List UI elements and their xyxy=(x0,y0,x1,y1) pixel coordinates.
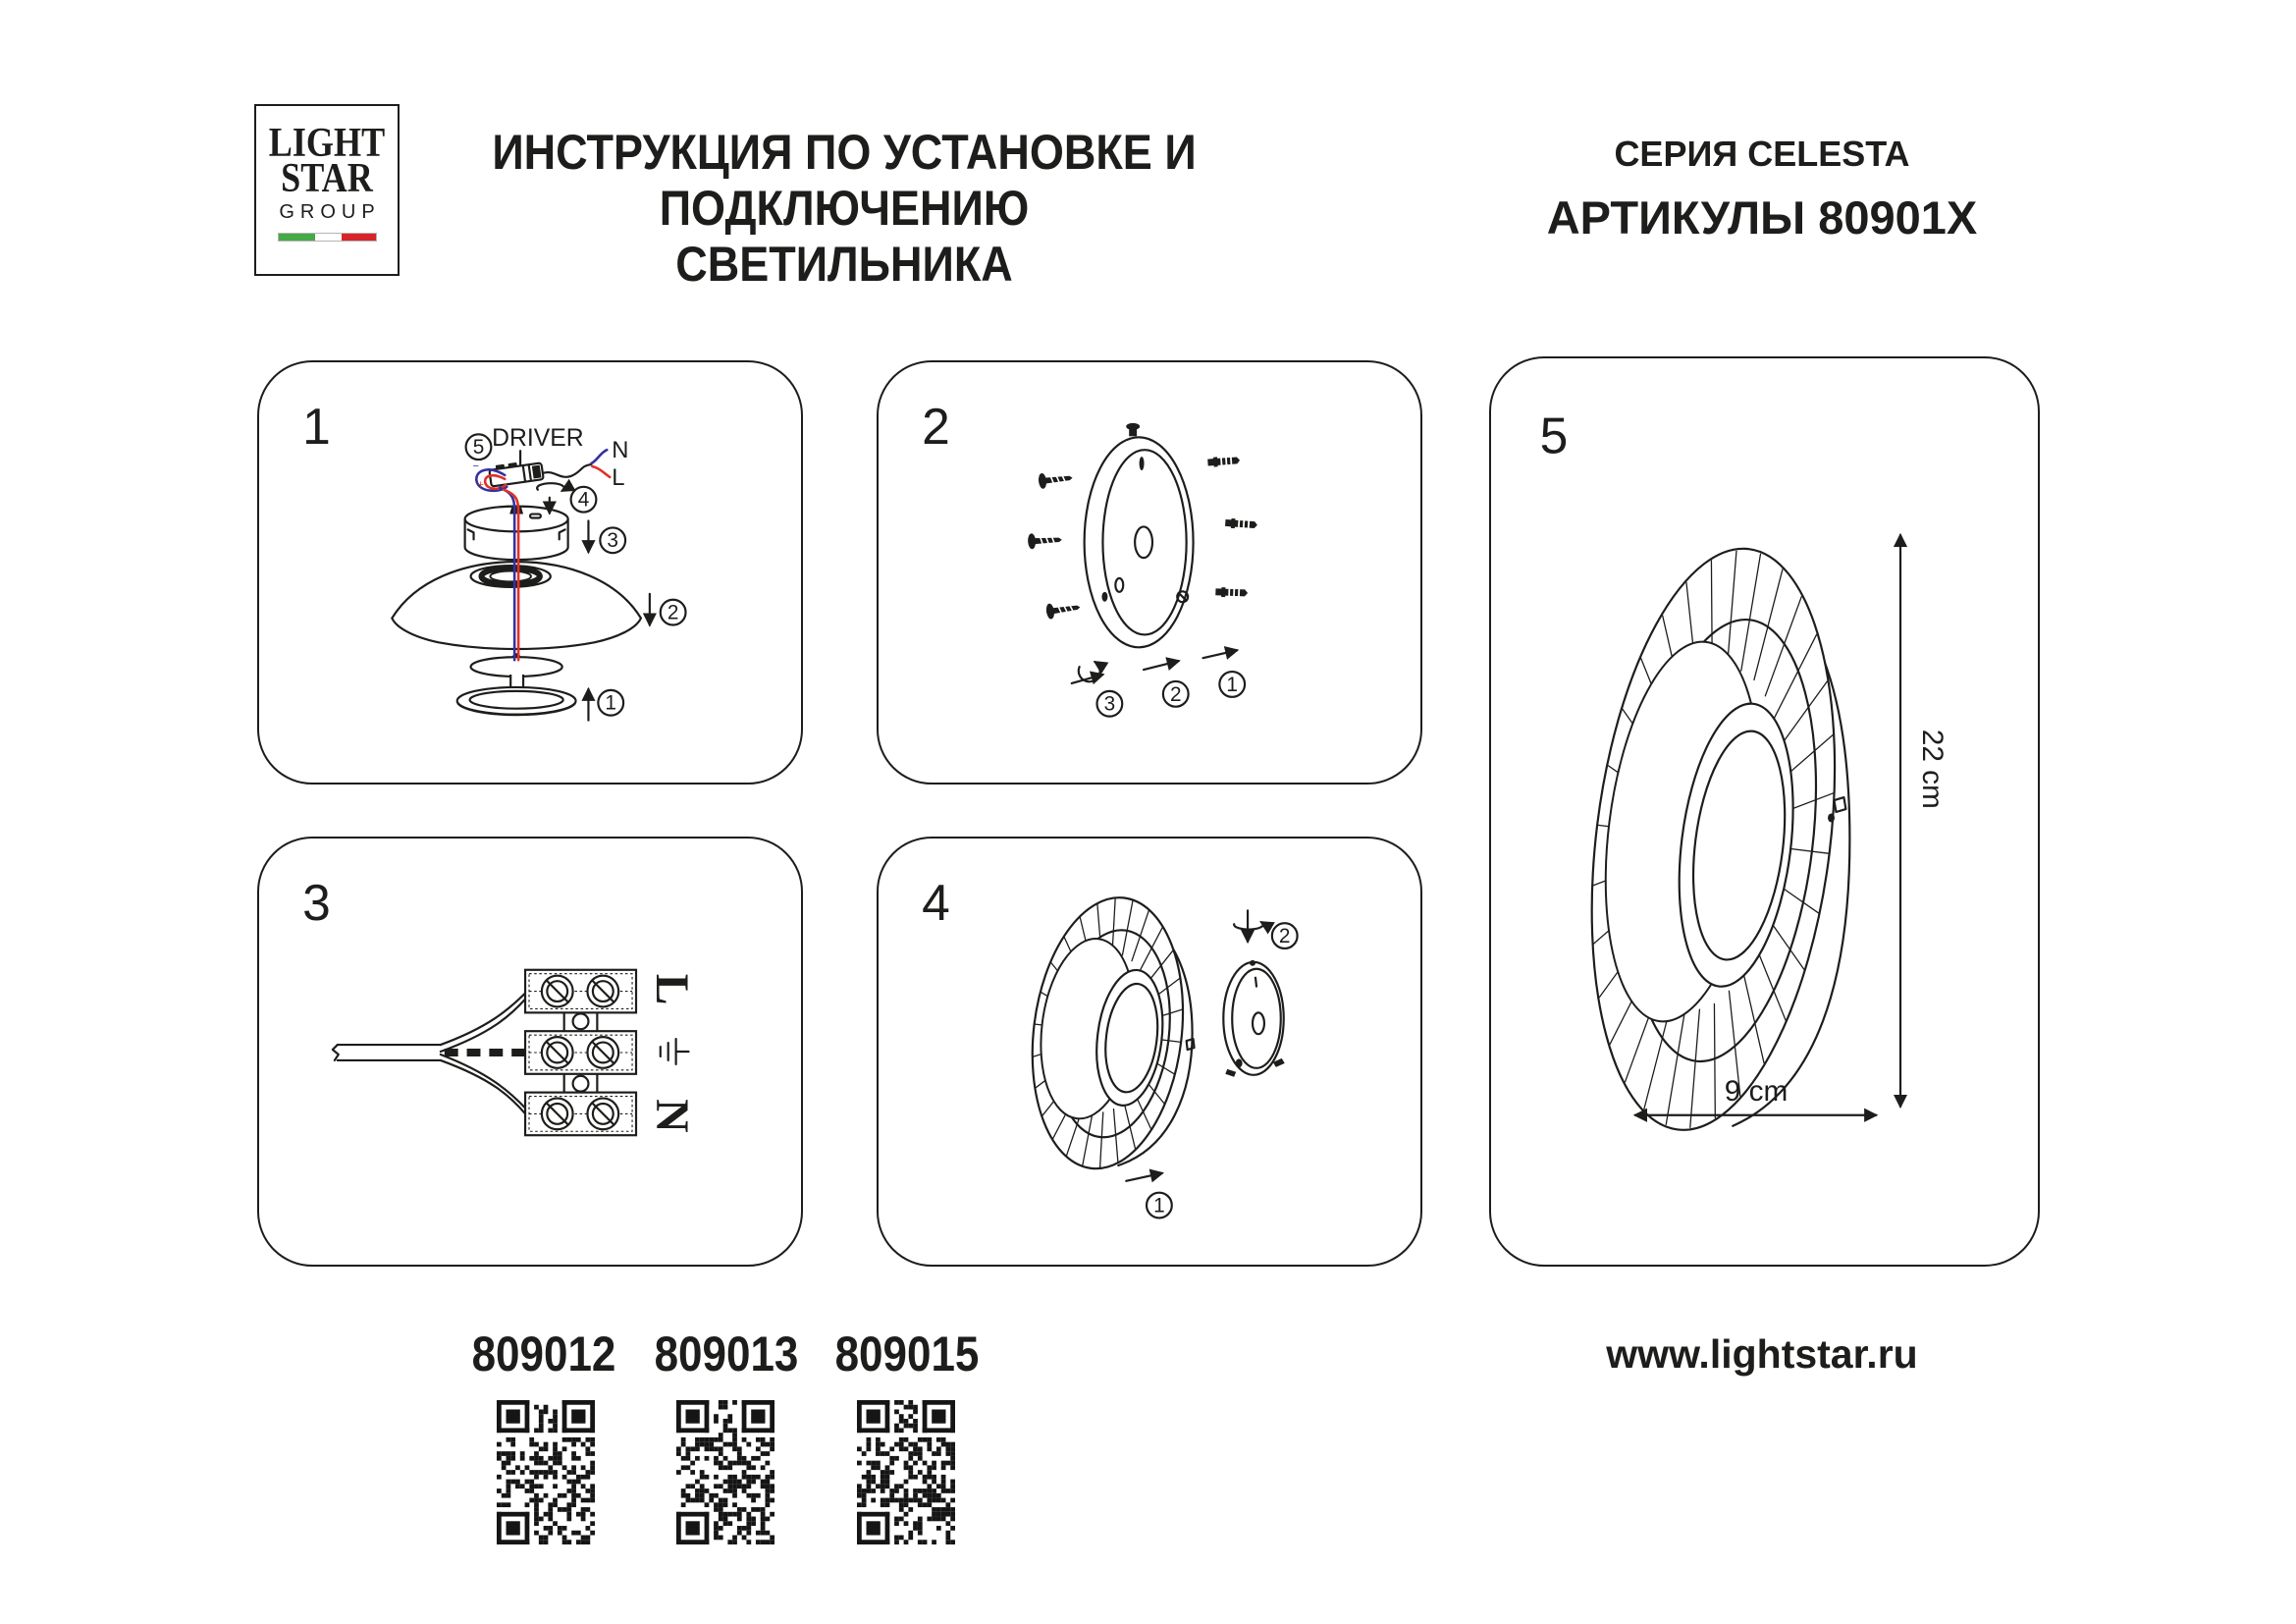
svg-text:2: 2 xyxy=(667,601,679,624)
svg-text:3: 3 xyxy=(1103,692,1116,716)
ceiling-canopy xyxy=(465,507,568,560)
step-3-marker xyxy=(588,520,625,553)
article-code-809015: 809015 xyxy=(834,1326,980,1381)
terminal-block xyxy=(525,970,636,1135)
svg-text:3: 3 xyxy=(607,529,619,553)
diffuser-plate xyxy=(457,653,576,715)
step-1-marker xyxy=(1126,1173,1172,1218)
panel-5-diagram xyxy=(1491,358,2038,1265)
panel-step-5 xyxy=(1489,356,2040,1267)
qr-code-809013 xyxy=(676,1400,774,1544)
width-dimension-label: 9 cm xyxy=(1724,1074,1789,1108)
back-plate xyxy=(1223,960,1284,1077)
italian-flag-icon xyxy=(278,233,377,242)
title-line-2: ПОДКЛЮЧЕНИЮ СВЕТИЛЬНИКА xyxy=(659,181,1030,292)
panel-3-diagram xyxy=(259,839,801,1265)
terminal-unit-n xyxy=(525,1093,636,1136)
terminal-label-live: L xyxy=(645,973,697,1005)
panel-3-number: 3 xyxy=(302,874,331,932)
panel-step-2 xyxy=(877,360,1422,785)
page-title xyxy=(487,125,1202,293)
title-line-1: ИНСТРУКЦИЯ ПО УСТАНОВКЕ И xyxy=(492,125,1197,180)
panel-step-1 xyxy=(257,360,803,785)
supply-cable xyxy=(333,993,526,1115)
step-2-marker xyxy=(1234,910,1297,948)
qr-code-809015 xyxy=(857,1400,955,1544)
mounting-ring xyxy=(1085,423,1194,647)
panel-4-diagram xyxy=(879,839,1420,1265)
polarity-plus: + xyxy=(477,478,484,491)
terminal-label-neutral: N xyxy=(645,1099,697,1133)
shade-clip xyxy=(1187,1039,1195,1050)
panel-step-4 xyxy=(877,837,1422,1267)
lamp-shade xyxy=(392,562,641,649)
wall-anchors xyxy=(1207,456,1257,598)
height-dimension-label: 22 cm xyxy=(1915,729,1949,809)
terminal-unit-earth xyxy=(525,1031,636,1074)
article-code-809012: 809012 xyxy=(471,1326,616,1381)
ribbed-shade xyxy=(1018,889,1198,1177)
top-screw xyxy=(1126,423,1140,436)
shade-clip xyxy=(1834,797,1845,812)
step-5-marker xyxy=(466,434,492,460)
articles-label: АРТИКУЛЫ 80901X xyxy=(1546,191,1978,244)
screws xyxy=(1028,470,1082,620)
step-2-marker xyxy=(1144,661,1189,707)
step-2-marker xyxy=(650,594,686,625)
panel-2-diagram xyxy=(879,362,1420,783)
ribbed-shade-large xyxy=(1562,535,1865,1144)
panel-1-diagram xyxy=(259,362,801,783)
earth-symbol-icon xyxy=(661,1039,689,1064)
led-driver xyxy=(489,459,544,486)
panel-2-number: 2 xyxy=(922,398,950,456)
height-dimension xyxy=(1900,535,1949,1107)
lightstar-logo xyxy=(254,104,400,276)
terminal-unit-l xyxy=(525,970,636,1013)
svg-text:5: 5 xyxy=(472,436,485,460)
logo-word-light: LIGHT xyxy=(268,121,386,166)
logo-word-group: GROUP xyxy=(279,201,381,223)
series-label: СЕРИЯ CELESTA xyxy=(1614,134,1910,174)
qr-code-809012 xyxy=(497,1400,595,1544)
step-3-marker xyxy=(1072,662,1123,716)
wire-label-l: L xyxy=(612,463,625,491)
website-link[interactable]: www.lightstar.ru xyxy=(1606,1331,1918,1377)
svg-text:4: 4 xyxy=(577,488,590,512)
svg-text:1: 1 xyxy=(1153,1194,1165,1218)
driver-label: DRIVER xyxy=(492,425,584,453)
logo-word-star: STAR xyxy=(281,156,373,201)
step-1-marker xyxy=(588,689,623,721)
svg-text:2: 2 xyxy=(1278,925,1291,948)
panel-1-number: 1 xyxy=(302,398,331,456)
polarity-minus: − xyxy=(472,460,479,472)
step-1-marker xyxy=(1202,650,1245,697)
panel-5-number: 5 xyxy=(1539,406,1569,464)
svg-text:1: 1 xyxy=(605,691,617,715)
svg-text:1: 1 xyxy=(1226,673,1239,696)
article-code-809013: 809013 xyxy=(654,1326,799,1381)
panel-step-3 xyxy=(257,837,803,1267)
wire-label-n: N xyxy=(612,437,629,464)
svg-text:2: 2 xyxy=(1169,682,1182,706)
panel-4-number: 4 xyxy=(922,874,950,932)
